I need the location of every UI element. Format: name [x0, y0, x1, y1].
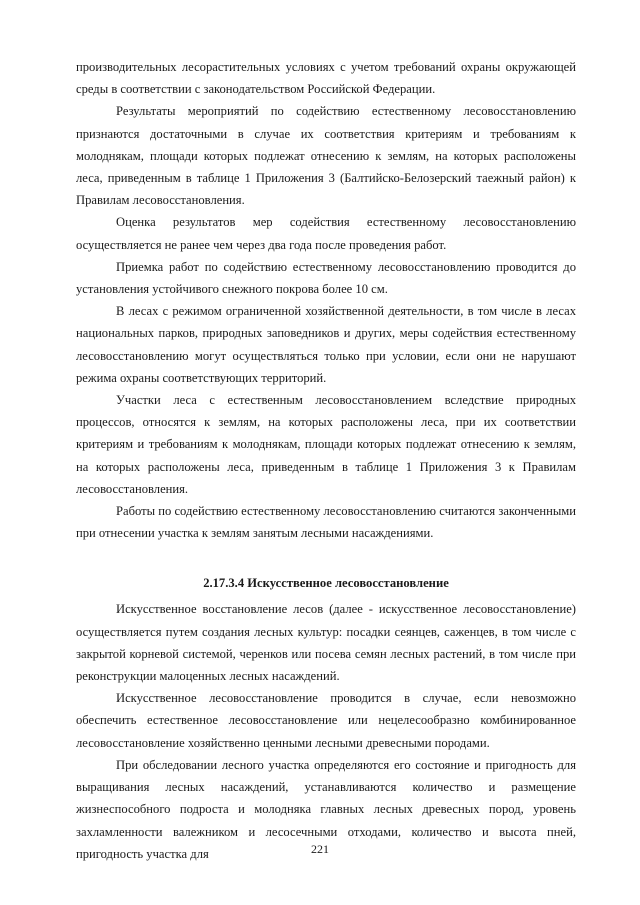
- page-number: 221: [311, 842, 329, 856]
- paragraph: Участки леса с естественным лесовосстановлением вследствие природных процессов, относятся к землям, на которых расположены леса, при их соответствии критериям и требованиям к молоднякам, площади которых подлежат отнесению к землям, на которых расположены леса, приведенным в таблице 1 Приложения 3 к Правилам лесовосстановления.: [76, 393, 576, 496]
- paragraph: Работы по содействию естественному лесовосстановлению считаются законченными при отнесении участка к землям занятым лесными насаждениями.: [76, 504, 576, 541]
- paragraph: Искусственное восстановление лесов (далее - искусственное лесовосстановление) осуществляется путем создания лесных культур: посадки сеянцев, саженцев, в том числе с закрытой корневой системой, черенков или посева семян лесных растений, в том числе при реконструкции малоценных лесных насаждений.: [76, 602, 576, 684]
- paragraph: В лесах с режимом ограниченной хозяйственной деятельности, в том числе в лесах национальных парков, природных заповедников и других, меры содействия естественному лесовосстановлению могут осуществляться только при условии, если они не нарушают режима охраны соответствующих территорий.: [76, 304, 576, 385]
- paragraph: Оценка результатов мер содействия естественному лесовосстановлению осуществляется не ранее чем через два года после проведения работ.: [76, 215, 576, 252]
- document-page: [76, 56, 576, 865]
- paragraph: Искусственное лесовосстановление проводится в случае, если невозможно обеспечить естественное лесовосстановление или нецелесообразно комбинированное лесовосстановление хозяйственно ценными лесными древесными породами.: [76, 691, 576, 750]
- paragraph: Результаты мероприятий по содействию естественному лесовосстановлению признаются достаточными в случае их соответствия критериям и требованиям к молоднякам, площади которых подлежат отнесению к землям, на которых расположены леса, приведенным в таблице 1 Приложения 3 (Балтийско-Белозерский таежный район) к Правилам лесовосстановления.: [76, 104, 576, 208]
- section-heading: 2.17.3.4 Искусственное лесовосстановление: [203, 576, 449, 591]
- paragraph: производительных лесорастительных условиях с учетом требований охраны окружающей среды в соответствии с законодательством Российской Федерации.: [76, 60, 576, 97]
- paragraph: При обследовании лесного участка определяются его состояние и пригодность для выращивания лесных насаждений, устанавливаются количество и размещение жизнеспособного подроста и молодняка главных лесных древесных пород, уровень захламленности валежником и лесосечными отходами, количество и высота пней, пригодность участка для: [76, 757, 576, 861]
- paragraph: Приемка работ по содействию естественному лесовосстановлению проводится до установления устойчивого снежного покрова более 10 см.: [76, 259, 576, 297]
